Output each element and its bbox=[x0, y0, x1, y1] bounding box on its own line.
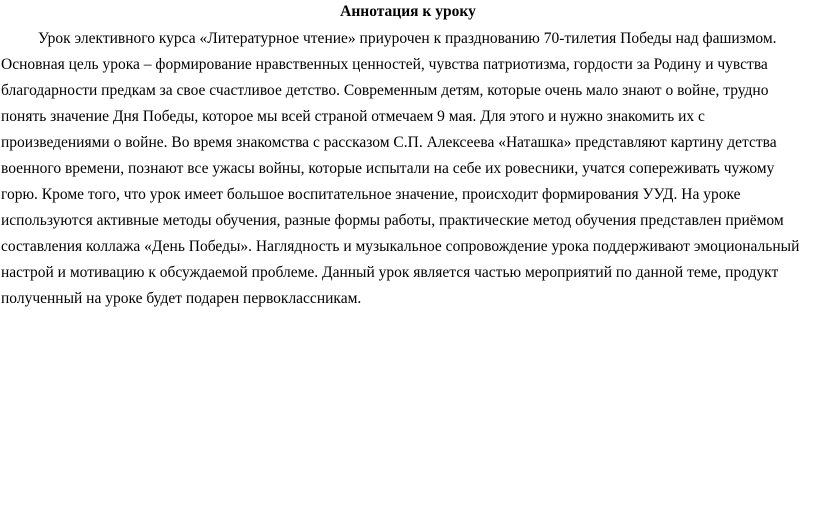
paragraph-line: полученный на уроке будет подарен первоклассникам. bbox=[1, 290, 362, 307]
paragraph-line: используются активные методы обучения, разные формы работы, практические метод обучения представлен приёмом bbox=[1, 212, 784, 229]
paragraph-line: горю. Кроме того, что урок имеет большое воспитательное значение, происходит формирования УУД. На уроке bbox=[1, 186, 741, 203]
document-title: Аннотация к уроку bbox=[340, 3, 476, 20]
paragraph-line: Урок элективного курса «Литературное чтение» приурочен к празднованию 70-тилетия Победы над фашизмом. bbox=[38, 30, 777, 47]
paragraph-line: военного времени, познают все ужасы войны, которые испытали на себе их ровесники, учатся сопереживать чужому bbox=[1, 160, 775, 177]
paragraph-line: благодарности предкам за свое счастливое детство. Современным детям, которые очень мало знают о войне, трудно bbox=[1, 82, 769, 99]
paragraph-line: понять значение Дня Победы, которое мы всей страной отмечаем 9 мая. Для этого и нужно знакомить их с bbox=[1, 108, 705, 125]
paragraph-line: составления коллажа «День Победы». Наглядность и музыкальное сопровождение урока поддерживают эмоциональный bbox=[1, 238, 800, 255]
paragraph-line: Основная цель урока – формирование нравственных ценностей, чувства патриотизма, гордости за Родину и чувства bbox=[1, 56, 768, 73]
paragraph-line: настрой и мотивацию к обсуждаемой проблеме. Данный урок является частью мероприятий по данной теме, продукт bbox=[1, 264, 779, 281]
paragraph-line: произведениями о войне. Во время знакомства с рассказом С.П. Алексеева «Наташка» представляют картину детства bbox=[1, 134, 777, 151]
